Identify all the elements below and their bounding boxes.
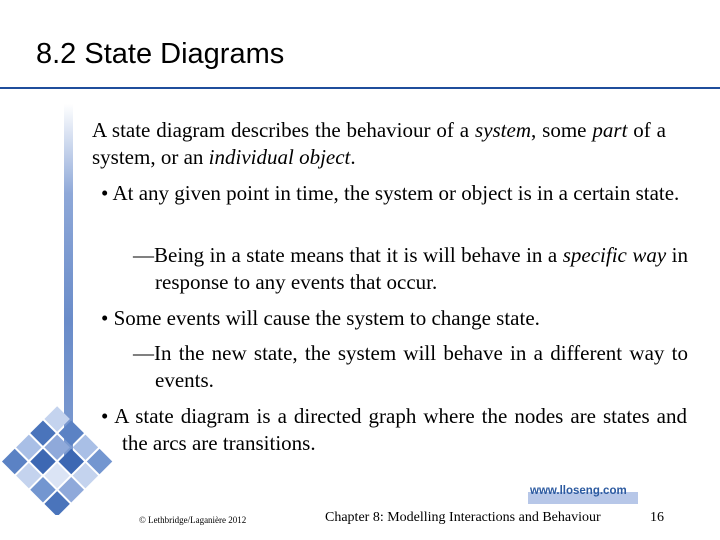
intro-emphasis-system: system: [475, 118, 532, 142]
intro-text-3: of a system, or an: [92, 118, 667, 169]
title-divider: [0, 87, 720, 89]
sub-point-emphasis: specific way: [562, 243, 667, 267]
intro-text-1: A state diagram describes the behaviour of a: [92, 118, 476, 142]
website-link[interactable]: www.lloseng.com: [530, 485, 627, 497]
sub-point-text-1: —Being in a state means that it is will behave in a: [133, 243, 563, 267]
decorative-grid-logo: [0, 405, 120, 515]
footer-copyright: © Lethbridge/Laganière 2012: [139, 515, 247, 525]
intro-emphasis-object: individual object: [208, 145, 351, 169]
footer-chapter-title: Chapter 8: Modelling Interactions and Behaviour: [325, 510, 601, 525]
sub-point: [133, 242, 688, 296]
bullet-point: • Some events will cause the system to change state.: [101, 306, 540, 330]
slide-title: 8.2 State Diagrams: [36, 38, 285, 70]
bullet-point: • A state diagram is a directed graph where the nodes are states and the arcs are transitions.: [101, 404, 687, 455]
intro-emphasis-part: part: [592, 118, 628, 142]
intro-text-4: .: [350, 145, 356, 169]
sub-point-text-2: in response to any events that occur.: [155, 243, 688, 294]
sub-point: —In the new state, the system will behave in a different way to events.: [133, 341, 688, 392]
footer-page-number: 16: [650, 510, 664, 525]
bullet-point: • At any given point in time, the system or object is in a certain state.: [101, 181, 680, 205]
intro-paragraph: [92, 117, 666, 171]
intro-text-2: , some: [531, 118, 593, 142]
